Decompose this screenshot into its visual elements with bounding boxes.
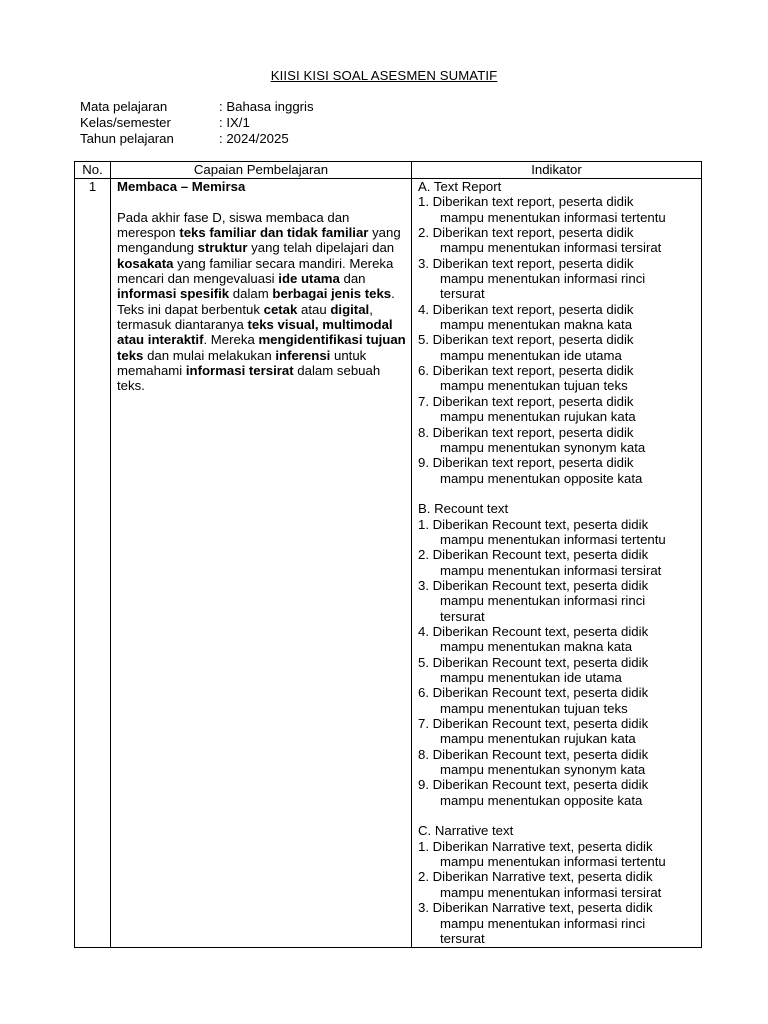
paragraph-text: atau [297,301,331,317]
indikator-item [418,578,700,624]
bold-term: teks familiar dan tidak familiar [179,225,369,241]
paragraph-text: . Mereka [203,332,259,348]
indikator-item-first-line: 7. Diberikan text report, peserta didik [418,393,634,409]
indikator-item [418,869,700,900]
paragraph-text: yang mengandung [117,225,401,256]
indikator-item-first-line: 2. Diberikan text report, peserta didik [418,225,634,241]
indikator-item-continuation: mampu menentukan informasi tertentu [440,531,666,547]
bold-term: kosakata [117,255,174,271]
indikator-item [418,624,700,655]
indikator-item-continuation: tersurat [440,930,485,946]
indikator-item-first-line: 2. Diberikan Recount text, peserta didik [418,547,649,563]
paragraph-text: , termasuk diantaranya [117,301,373,333]
meta-label: Tahun pelajaran [80,131,174,146]
meta-label: Kelas/semester [80,115,171,130]
indikator-item-continuation: mampu menentukan ide utama [440,670,622,685]
capaian-cell [117,179,407,394]
indikator-item-first-line: 9. Diberikan text report, peserta didik [418,455,634,471]
capaian-heading: Membaca – Memirsa [117,179,246,194]
meta-value: : Bahasa inggris [219,99,314,114]
bold-term: digital [330,301,370,317]
meta-row-subject [80,99,314,115]
paragraph-text: yang telah dipelajari dan [247,240,395,256]
meta-info [80,99,314,147]
indikator-item-first-line: 5. Diberikan text report, peserta didik [418,332,634,348]
indikator-item-first-line: 3. Diberikan Recount text, peserta didik [418,577,649,593]
indikator-item [418,425,700,456]
indikator-item-first-line: 1. Diberikan Recount text, peserta didik [418,516,649,532]
header-no: No. [82,162,103,177]
indikator-item-first-line: 8. Diberikan text report, peserta didik [418,424,634,440]
indikator-item [418,716,700,747]
bold-term: informasi tersirat [185,363,294,379]
indikator-item [418,547,700,578]
paragraph-text: Pada akhir fase D, siswa membaca dan merespon [117,209,350,241]
paragraph-text: yang familiar secara mandiri. Mereka mencari dan mengevaluasi [117,255,394,287]
indikator-item-continuation: mampu menentukan informasi rinci [440,915,646,931]
indikator-item-continuation: mampu menentukan synonym kata [440,439,646,455]
indikator-item [418,363,700,394]
indikator-item-continuation: mampu menentukan informasi rinci [440,593,646,609]
indikator-item-first-line: 2. Diberikan Narrative text, peserta didik [418,869,653,885]
paragraph-text: . Teks ini dapat berbentuk [117,286,395,317]
bold-term: cetak [263,301,298,317]
indikator-item-continuation: mampu menentukan tujuan teks [440,700,628,716]
indikator-item [418,225,700,256]
meta-row-year [80,131,314,147]
document-title: KIISI KISI SOAL ASESMEN SUMATIF [270,68,498,83]
kisi-kisi-table [74,161,702,948]
indikator-item-continuation: mampu menentukan informasi rinci [440,271,646,287]
column-divider [110,162,111,947]
indikator-section-title: C. Narrative text [418,823,514,839]
indikator-item-first-line: 9. Diberikan Recount text, peserta didik [418,777,649,793]
indikator-item-first-line: 4. Diberikan Recount text, peserta didik [418,623,649,639]
indikator-item-first-line: 6. Diberikan Recount text, peserta didik [418,685,649,701]
indikator-item-first-line: 6. Diberikan text report, peserta didik [418,363,634,379]
indikator-item-continuation: mampu menentukan makna kata [440,317,633,333]
indikator-item-first-line: 7. Diberikan Recount text, peserta didik [418,716,649,732]
indikator-item-continuation: mampu menentukan rujukan kata [440,731,636,747]
bold-term: informasi spesifik [117,286,230,302]
indikator-item-continuation: mampu menentukan opposite kata [440,470,643,486]
bold-term: berbagai jenis teks [272,286,392,302]
meta-label: Mata pelajaran [80,99,168,114]
bold-term: ide utama [278,271,340,287]
header-indikator: Indikator [531,162,582,177]
indikator-item-first-line: 4. Diberikan text report, peserta didik [418,301,634,317]
header-capaian: Capaian Pembelajaran [193,162,329,177]
indikator-section-title: A. Text Report [418,179,502,194]
meta-value: : IX/1 [219,115,250,130]
indikator-item [418,332,700,363]
indikator-item [418,777,700,808]
paragraph-text: dan mulai melakukan [143,347,276,363]
indikator-item-continuation: mampu menentukan opposite kata [440,792,643,808]
indikator-item-first-line: 8. Diberikan Recount text, peserta didik [418,746,649,762]
paragraph-text: dalam [229,286,273,302]
indikator-item-continuation: mampu menentukan informasi tersirat [440,240,662,256]
indikator-item [418,839,700,870]
indikator-item [418,685,700,716]
indikator-item-first-line: 5. Diberikan Recount text, peserta didik [418,654,649,670]
indikator-item-continuation: mampu menentukan rujukan kata [440,409,636,425]
bold-term: struktur [197,240,248,256]
indikator-item-continuation: mampu menentukan informasi tertentu [440,854,666,870]
indikator-item-continuation: mampu menentukan ide utama [440,347,622,363]
column-divider [411,162,412,947]
indikator-item-continuation: tersurat [440,608,485,624]
indikator-item-continuation: mampu menentukan makna kata [440,639,633,655]
indikator-item-first-line: 1. Diberikan text report, peserta didik [418,194,634,210]
paragraph-text: dan [339,271,366,287]
indikator-item [418,394,700,425]
indikator-item-continuation: mampu menentukan informasi tertentu [440,209,666,225]
bold-term: teks visual, multimodal atau interaktif [117,317,393,348]
indikator-item [418,900,700,946]
indikator-item [418,194,700,225]
indikator-item-first-line: 3. Diberikan text report, peserta didik [418,255,634,271]
indikator-item-first-line: 1. Diberikan Narrative text, peserta didik [418,838,653,854]
indikator-item [418,747,700,778]
indikator-item-continuation: mampu menentukan synonym kata [440,762,646,778]
indikator-item-continuation: tersurat [440,286,485,302]
paragraph-text: dalam sebuah teks. [117,363,381,394]
row-number: 1 [88,179,97,194]
meta-value: : 2024/2025 [219,131,289,146]
indikator-item-continuation: mampu menentukan tujuan teks [440,378,628,394]
bold-term: mengidentifikasi tujuan teks [117,332,406,363]
meta-row-class [80,115,314,131]
indikator-item-continuation: mampu menentukan informasi tersirat [440,884,662,900]
indikator-item [418,455,700,486]
indikator-item [418,302,700,333]
indikator-item [418,517,700,548]
indikator-item [418,655,700,686]
indikator-cell [418,179,700,946]
indikator-item-continuation: mampu menentukan informasi tersirat [440,562,662,578]
indikator-item [418,256,700,302]
bold-term: inferensi [275,347,331,363]
indikator-item-first-line: 3. Diberikan Narrative text, peserta didik [418,900,653,916]
indikator-section-title: B. Recount text [418,501,509,517]
paragraph-text: untuk memahami [117,347,367,379]
capaian-paragraph [117,210,407,394]
